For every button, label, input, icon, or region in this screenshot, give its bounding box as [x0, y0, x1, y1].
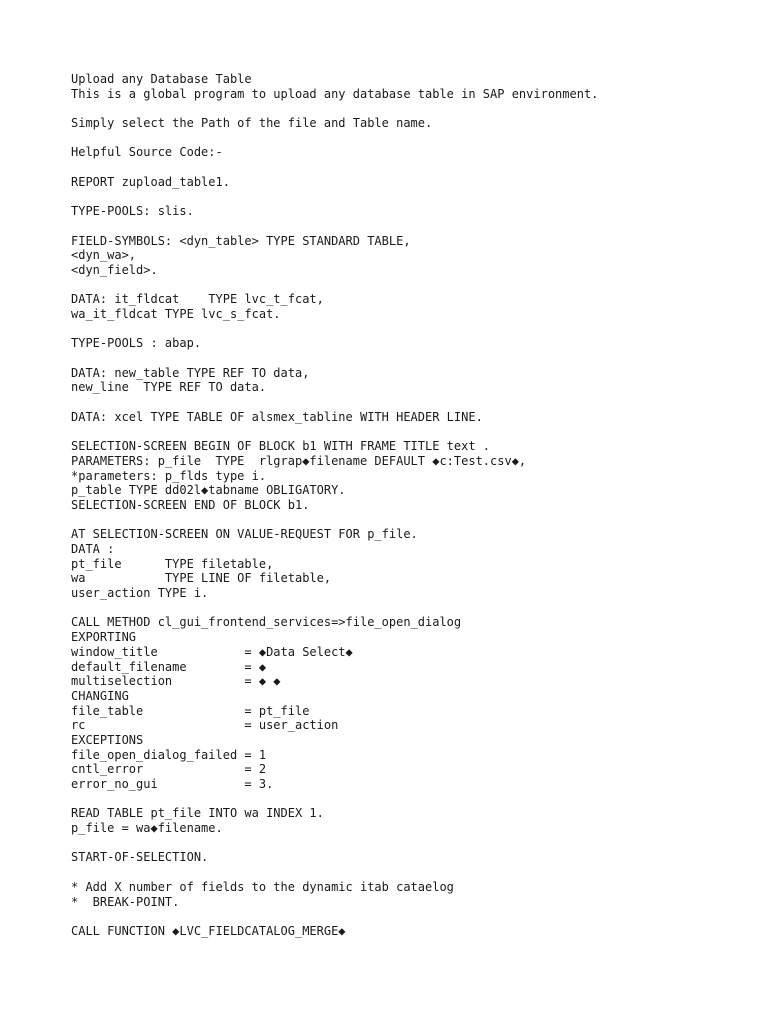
code-line: <dyn_field>. [71, 262, 158, 277]
code-line: This is a global program to upload any database table in SAP environment. [71, 86, 599, 101]
code-line: DATA: xcel TYPE TABLE OF alsmex_tabline WITH HEADER LINE. [71, 409, 483, 424]
code-line: file_open_dialog_failed = 1 [71, 747, 267, 762]
code-line: EXPORTING [71, 630, 137, 645]
code-line: READ TABLE pt_file INTO wa INDEX 1. [71, 806, 324, 821]
code-line: multiselection = ◆ ◆ [71, 674, 281, 689]
blank-line [71, 395, 598, 410]
code-line: DATA : [71, 542, 115, 556]
code-line: FIELD-SYMBOLS: <dyn_table> TYPE STANDARD TABLE, [71, 233, 411, 248]
code-line: SELECTION-SCREEN BEGIN OF BLOCK b1 WITH FRAME TITLE text . [71, 439, 491, 454]
blank-line [71, 425, 598, 440]
code-line: Upload any Database Table [71, 72, 252, 86]
code-line: TYPE-POOLS : abap. [71, 336, 202, 351]
code-line: PARAMETERS: p_file TYPE rlgrap◆filename DEFAULT ◆c:Test.csv◆, [71, 453, 527, 468]
code-line: TYPE-POOLS: slis. [71, 204, 194, 219]
code-line: Helpful Source Code:- [71, 145, 223, 160]
code-line: p_file = wa◆filename. [71, 821, 223, 836]
code-line: CHANGING [71, 688, 129, 703]
blank-line [71, 351, 598, 366]
code-line: REPORT zupload_table1. [71, 174, 230, 189]
code-line: file_table = pt_file [71, 703, 310, 718]
blank-line [71, 909, 598, 924]
code-line: cntl_error = 2 [71, 762, 267, 777]
blank-line [71, 190, 598, 205]
code-listing [71, 72, 598, 939]
blank-line [71, 101, 598, 116]
code-line: pt_file TYPE filetable, [71, 556, 274, 571]
code-line: error_no_gui = 3. [71, 777, 274, 791]
blank-line [71, 865, 598, 880]
code-line: Simply select the Path of the file and Table name. [71, 116, 433, 131]
code-line: CALL METHOD cl_gui_frontend_services=>file_open_dialog [71, 615, 462, 630]
code-line: wa TYPE LINE OF filetable, [71, 571, 332, 586]
code-line: user_action TYPE i. [71, 586, 209, 601]
code-line: p_table TYPE dd02l◆tabname OBLIGATORY. [71, 483, 346, 498]
blank-line [71, 792, 598, 807]
blank-line [71, 278, 598, 293]
code-line: * BREAK-POINT. [71, 894, 180, 909]
blank-line [71, 160, 598, 175]
blank-line [71, 601, 598, 616]
code-line: * Add X number of fields to the dynamic itab cataelog [71, 879, 454, 894]
code-line: START-OF-SELECTION. [71, 850, 209, 865]
blank-line [71, 219, 598, 234]
code-line: SELECTION-SCREEN END OF BLOCK b1. [71, 497, 310, 512]
code-line: DATA: new_table TYPE REF TO data, [71, 365, 310, 380]
blank-line [71, 322, 598, 337]
code-line: CALL FUNCTION ◆LVC_FIELDCATALOG_MERGE◆ [71, 923, 346, 938]
code-line: DATA: it_fldcat TYPE lvc_t_fcat, [71, 292, 324, 307]
code-line: window_title = ◆Data Select◆ [71, 644, 353, 659]
code-line: default_filename = ◆ [71, 659, 267, 674]
blank-line [71, 836, 598, 851]
code-line: new_line TYPE REF TO data. [71, 380, 267, 395]
code-line: EXCEPTIONS [71, 732, 144, 747]
blank-line [71, 513, 598, 528]
code-line: wa_it_fldcat TYPE lvc_s_fcat. [71, 307, 281, 321]
code-line: AT SELECTION-SCREEN ON VALUE-REQUEST FOR p_file. [71, 527, 418, 542]
code-line: *parameters: p_flds type i. [71, 468, 267, 483]
blank-line [71, 131, 598, 146]
code-line: rc = user_action [71, 718, 339, 733]
code-line: <dyn_wa>, [71, 248, 137, 263]
